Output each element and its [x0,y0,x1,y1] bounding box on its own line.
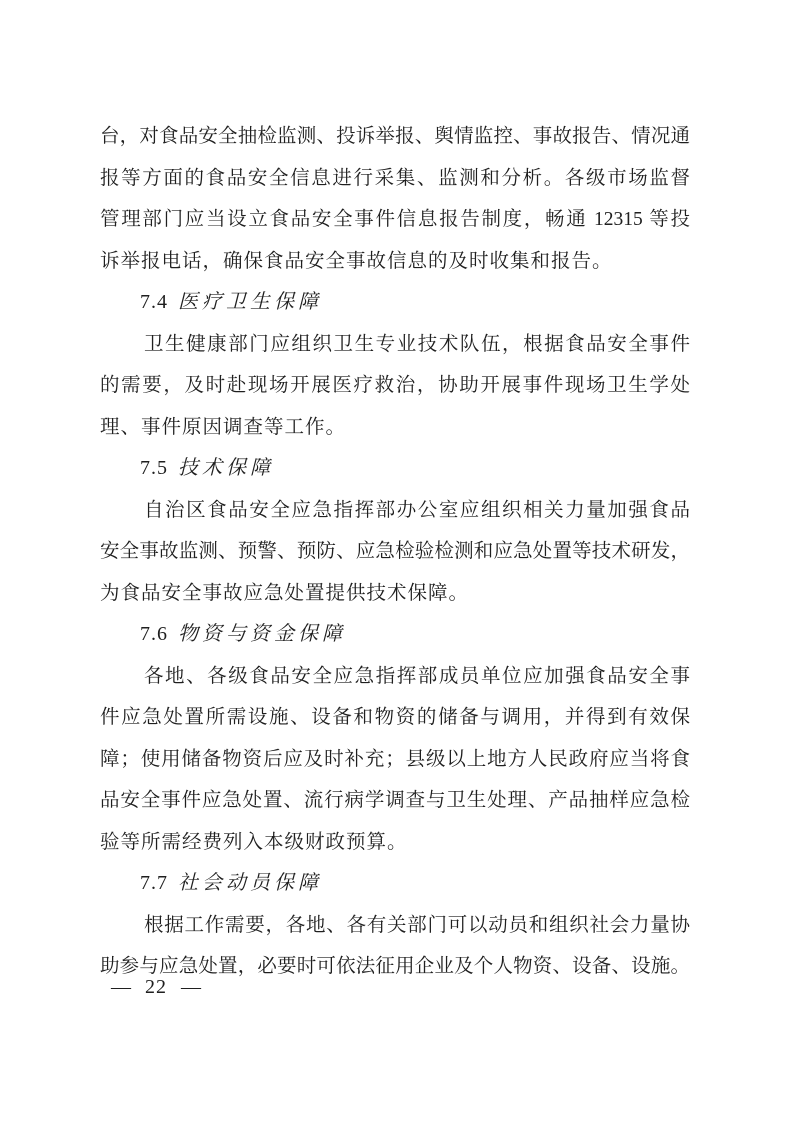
page-footer [111,977,201,997]
section-title: 物资与资金保障 [178,623,346,645]
text-line: 为食品安全事故应急处置提供技术保障。 [100,582,470,604]
section-heading-7-4 [100,282,690,324]
section-title: 社会动员保障 [178,872,322,894]
text-line: 助参与应急处置，必要时可依法征用企业及个人物资、设备、设施。 [100,956,690,977]
section-number: 7.7 [140,872,168,894]
text-line: 品安全事件应急处置、流行病学调查与卫生处理、产品抽样应急检 [100,790,690,811]
page-number: 22 [145,976,167,998]
section-number: 7.4 [140,291,168,313]
footer-dash-right: — [181,976,201,998]
text-line: 的需要，及时赴现场开展医疗救治，协助开展事件现场卫生学处 [100,375,690,396]
text-line: 自治区食品安全应急指挥部办公室应组织相关力量加强食品 [144,499,690,521]
section-heading-7-6 [100,614,690,656]
section-title: 技术保障 [178,457,274,479]
section-heading-7-7 [100,863,690,905]
section-heading-7-5 [100,448,690,490]
footer-dash-left: — [111,976,131,998]
text-line: 件应急处置所需设施、设备和物资的储备与调用，并得到有效保 [100,707,690,728]
text-line: 各地、各级食品安全应急指挥部成员单位应加强食品安全事 [144,665,690,687]
text-line: 管理部门应当设立食品安全事件信息报告制度，畅通 12315 等投 [100,209,690,230]
text-line: 卫生健康部门应组织卫生专业技术队伍，根据食品安全事件 [144,333,690,355]
text-line: 台，对食品安全抽检监测、投诉举报、舆情监控、事故报告、情况通 [100,126,690,147]
text-line: 诉举报电话，确保食品安全事故信息的及时收集和报告。 [100,250,613,272]
text-line: 报等方面的食品安全信息进行采集、监测和分析。各级市场监督 [100,167,690,189]
text-line: 根据工作需要，各地、各有关部门可以动员和组织社会力量协 [144,914,690,936]
text-line: 验等所需经费列入本级财政预算。 [100,831,408,853]
text-line: 理、事件原因调查等工作。 [100,416,347,438]
document-body [100,116,690,988]
section-title: 医疗卫生保障 [178,291,322,313]
section-number: 7.5 [140,457,168,479]
section-number: 7.6 [140,623,168,645]
text-line: 障；使用储备物资后应及时补充；县级以上地方人民政府应当将食 [100,748,690,770]
text-line: 安全事故监测、预警、预防、应急检验检测和应急处置等技术研发， [100,541,690,562]
